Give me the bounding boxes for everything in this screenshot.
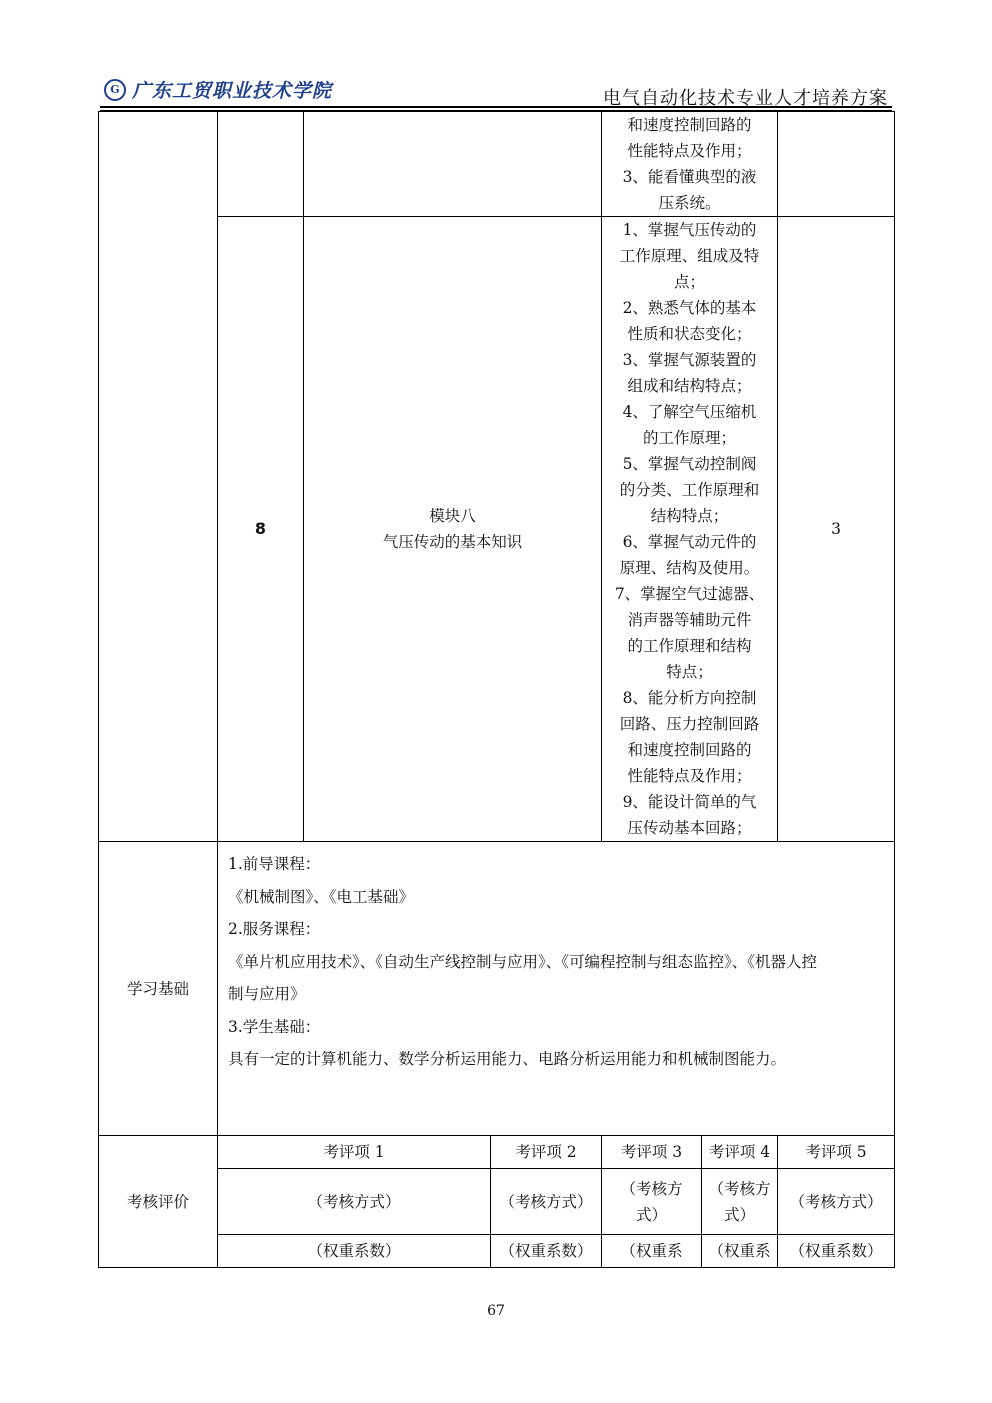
objective-line: 压系统。 <box>658 194 721 212</box>
method-line: （考核方式） <box>789 1192 883 1211</box>
module-objectives-cell <box>602 112 778 217</box>
learning-basis-label: 学习基础 <box>99 842 218 1136</box>
objective-line: 和速度控制回路的 <box>627 116 752 134</box>
objective-line: 的工作原理和结构 <box>627 637 752 655</box>
objective-line: 4、了解空气压缩机 <box>622 403 757 421</box>
objective-line: 5、掌握气动控制阀 <box>622 455 757 473</box>
assessment-items-row <box>99 1136 895 1169</box>
objective-line: 消声器等辅助元件 <box>627 611 752 629</box>
assessment-weight-1: （权重系数） <box>218 1235 491 1268</box>
learning-basis-content <box>218 842 895 1136</box>
basis-line: 2.服务课程： <box>228 920 321 938</box>
objective-line: 1、掌握气压传动的 <box>622 221 757 239</box>
module-name-line1: 模块八 <box>429 507 476 525</box>
objective-line: 性能特点及作用； <box>627 767 752 785</box>
module-row-continuation <box>99 112 895 217</box>
basis-line: 1.前导课程： <box>228 855 321 873</box>
assessment-item-4: 考评项 4 <box>702 1136 778 1169</box>
objective-line: 7、掌握空气过滤器、 <box>614 585 765 603</box>
assessment-method-3 <box>602 1169 702 1235</box>
method-line: （考核方式） <box>499 1192 593 1211</box>
method-line: （考核方 <box>620 1179 683 1198</box>
assessment-label: 考核评价 <box>99 1136 218 1268</box>
assessment-item-1: 考评项 1 <box>218 1136 491 1169</box>
assessment-method-1 <box>218 1169 491 1235</box>
objective-line: 工作原理、组成及特 <box>619 247 760 265</box>
method-line: （考核方 <box>708 1179 771 1198</box>
objective-line: 特点； <box>666 663 713 681</box>
objective-line: 回路、压力控制回路 <box>619 715 760 733</box>
page-number: 67 <box>487 1303 505 1319</box>
method-line: 式） <box>635 1205 667 1224</box>
basis-line: 具有一定的计算机能力、数学分析运用能力、电路分析运用能力和机械制图能力。 <box>228 1050 787 1068</box>
objective-line: 和速度控制回路的 <box>627 741 752 759</box>
module-number: 8 <box>218 217 304 842</box>
assessment-method-5 <box>778 1169 895 1235</box>
objective-line: 性质和状态变化； <box>627 325 752 343</box>
basis-line: 《单片机应用技术》、《自动生产线控制与应用》、《可编程控制与组态监控》、《机器人控 <box>228 952 818 971</box>
module-objectives-cell <box>602 217 778 842</box>
basis-line: 3.学生基础： <box>228 1017 321 1036</box>
basis-line: 制与应用》 <box>228 985 306 1003</box>
document-title: 电气自动化技术专业人才培养方案 <box>603 88 888 109</box>
method-line: （考核方式） <box>307 1192 401 1211</box>
school-logo <box>104 76 332 103</box>
objective-line: 9、能设计简单的气 <box>622 793 757 811</box>
objective-line: 压传动基本回路； <box>627 819 752 837</box>
objective-line: 的分类、工作原理和 <box>619 481 760 499</box>
module-number-cell <box>218 112 304 217</box>
objective-line: 结构特点； <box>650 507 729 525</box>
objective-line: 2、熟悉气体的基本 <box>622 299 757 317</box>
learning-basis-row <box>99 842 895 1136</box>
module-name-line2: 气压传动的基本知识 <box>382 533 523 551</box>
section-label-empty <box>99 112 218 842</box>
assessment-method-4 <box>702 1169 778 1235</box>
header-divider <box>100 106 892 108</box>
assessment-method-2 <box>491 1169 602 1235</box>
objective-line: 3、能看懂典型的液 <box>622 168 757 186</box>
objective-line: 性能特点及作用； <box>627 142 752 160</box>
assessment-weight-5: （权重系数） <box>778 1235 895 1268</box>
basis-line: 《机械制图》、《电工基础》 <box>228 887 415 906</box>
objective-line: 组成和结构特点； <box>627 377 752 395</box>
method-line: 式） <box>723 1205 755 1224</box>
school-name: 广东工贸职业技术学院 <box>132 80 333 102</box>
objective-line: 3、掌握气源装置的 <box>622 351 757 369</box>
objective-line: 的工作原理； <box>642 429 736 447</box>
objective-line: 8、能分析方向控制 <box>622 689 757 707</box>
assessment-weight-3: （权重系 <box>602 1235 702 1268</box>
objective-line: 原理、结构及使用。 <box>619 559 760 577</box>
module-name-cell <box>304 217 602 842</box>
assessment-methods-row <box>99 1169 895 1235</box>
module-row-8 <box>99 217 895 842</box>
assessment-weight-4: （权重系 <box>702 1235 778 1268</box>
school-emblem-icon: G <box>104 79 126 101</box>
module-hours-cell <box>778 112 895 217</box>
assessment-item-3: 考评项 3 <box>602 1136 702 1169</box>
objective-line: 6、掌握气动元件的 <box>622 533 757 551</box>
module-name-cell <box>304 112 602 217</box>
assessment-weights-row <box>99 1235 895 1268</box>
objective-line: 点； <box>673 273 705 291</box>
assessment-item-5: 考评项 5 <box>778 1136 895 1169</box>
assessment-item-2: 考评项 2 <box>491 1136 602 1169</box>
module-hours: 3 <box>778 217 895 842</box>
course-table <box>98 111 895 1268</box>
assessment-weight-2: （权重系数） <box>491 1235 602 1268</box>
